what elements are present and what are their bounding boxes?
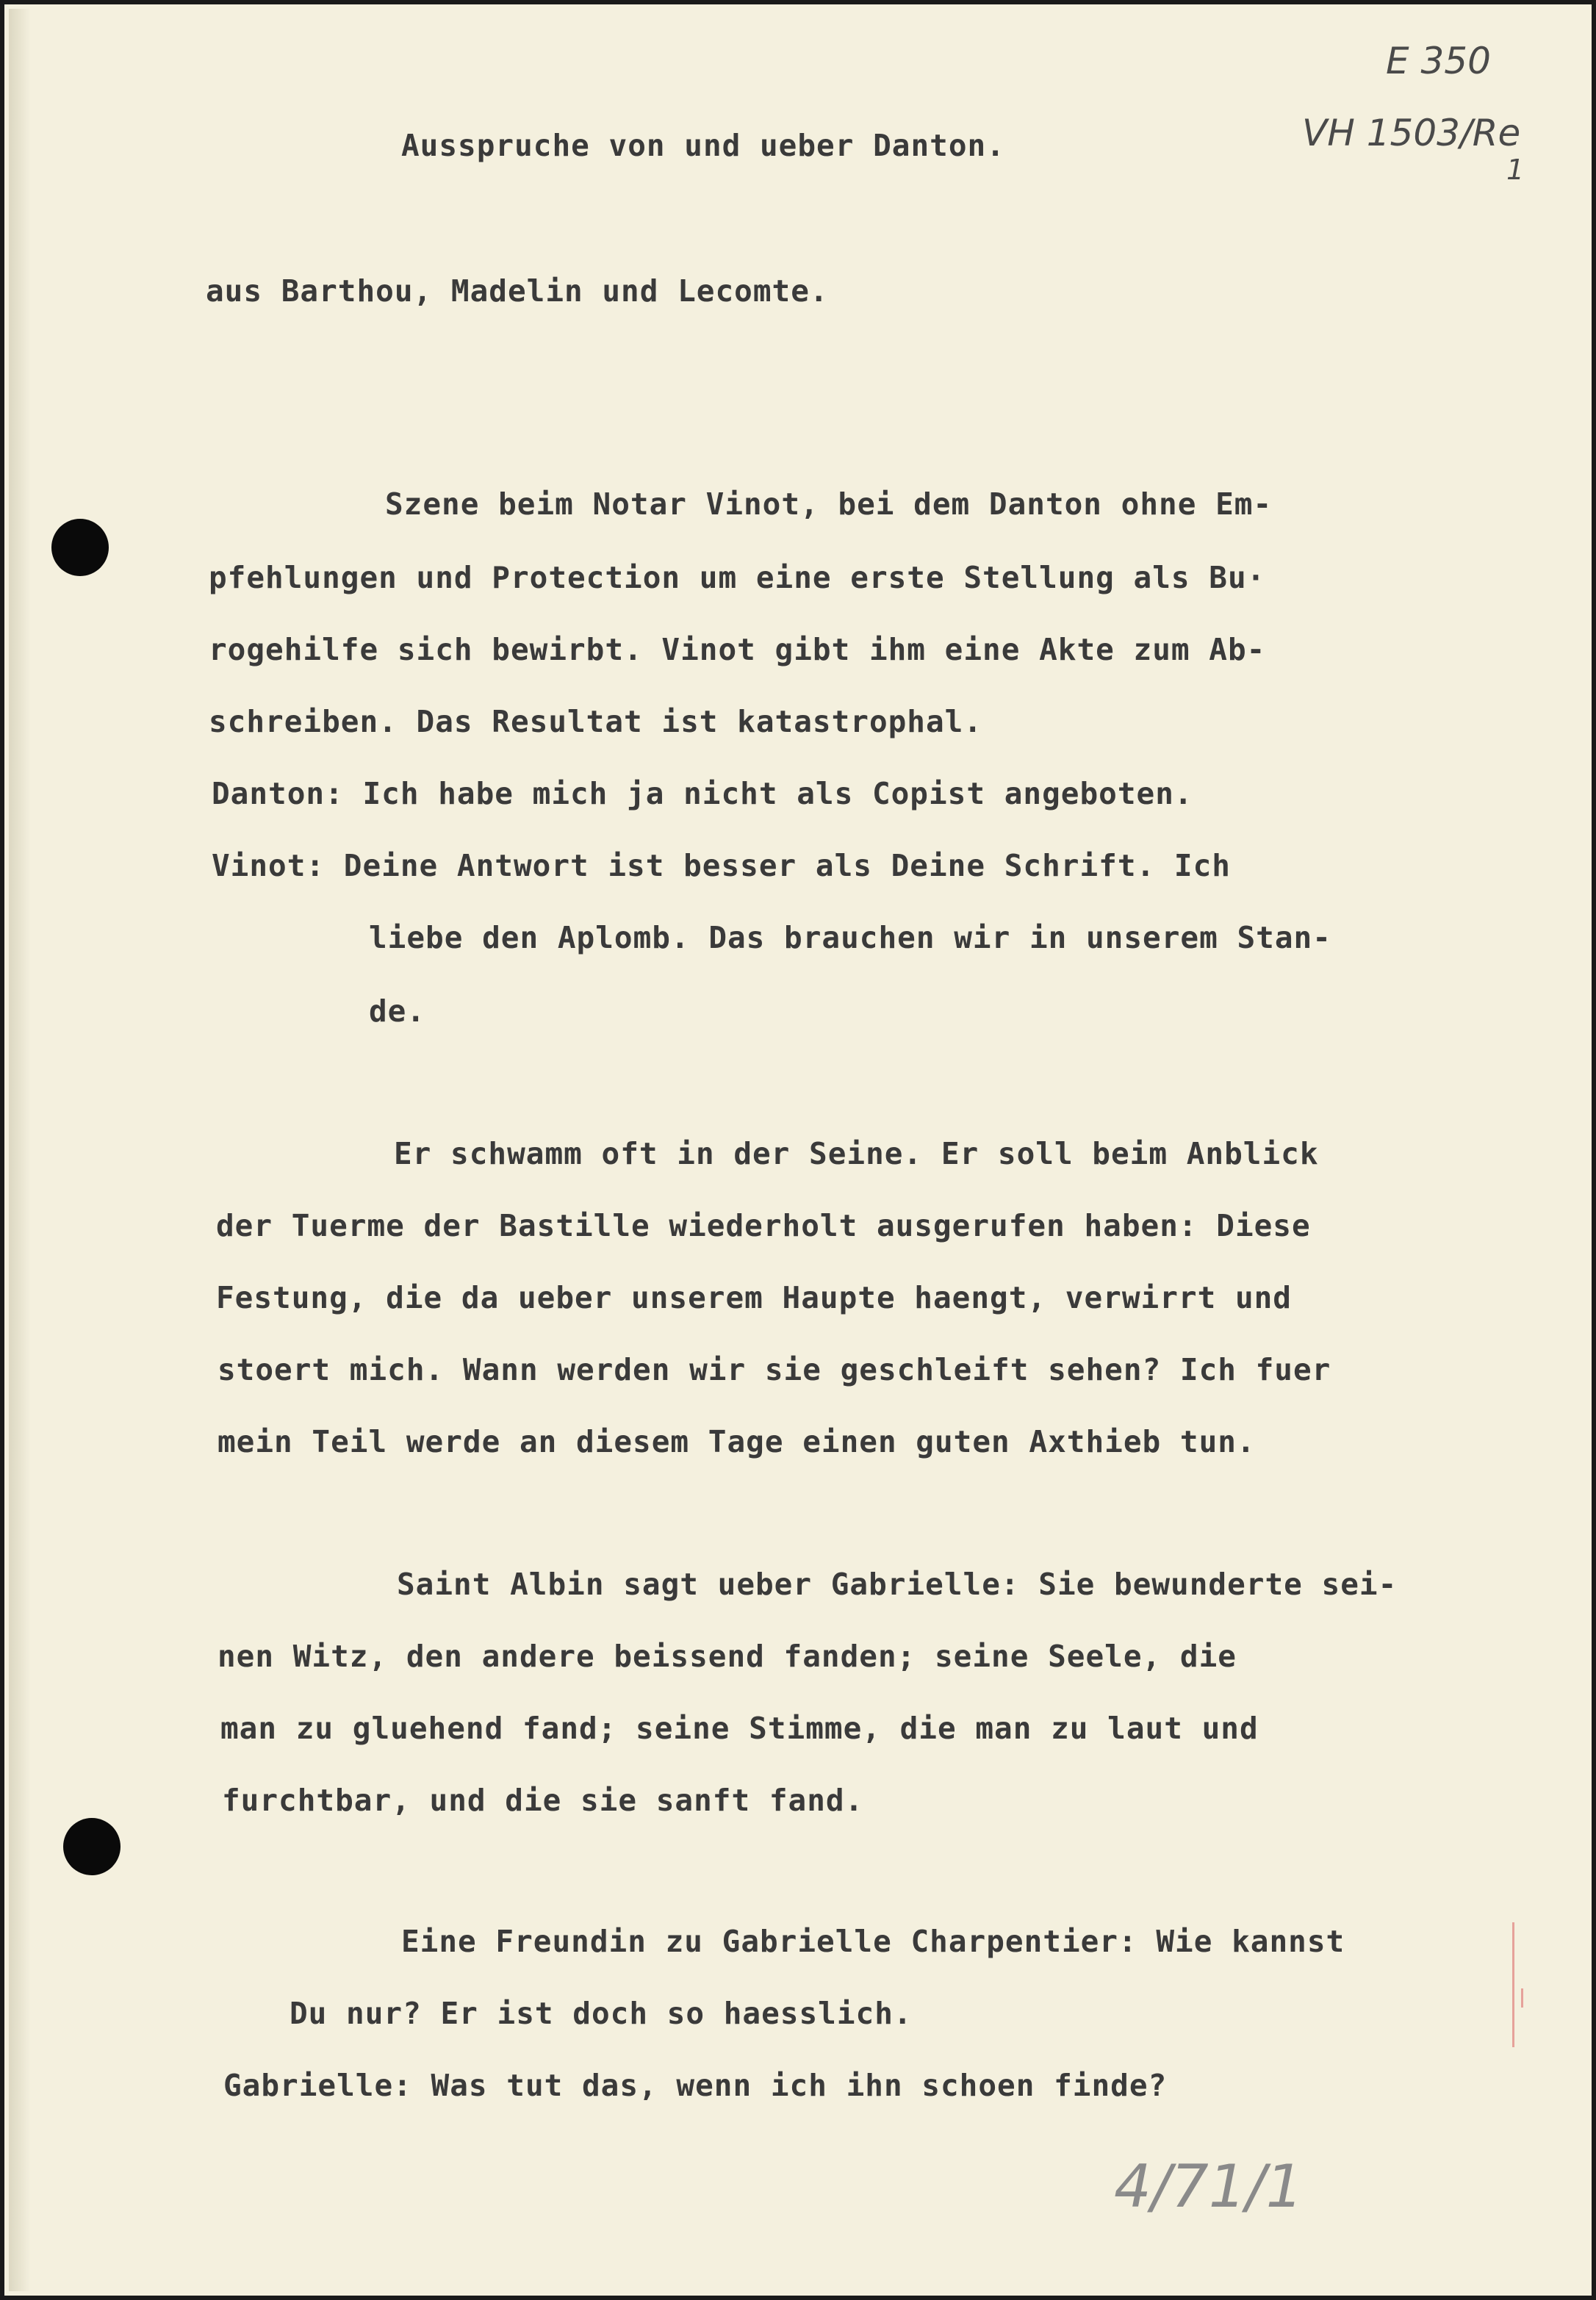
text-line: Festung, die da ueber unserem Haupte haengt, verwirrt und (216, 1280, 1292, 1315)
text-line: Du nur? Er ist doch so haesslich. (290, 1996, 913, 2031)
document-title: Ausspruche von und ueber Danton. (401, 128, 1005, 163)
punch-hole-bottom (63, 1818, 121, 1875)
text-line: de. (369, 993, 426, 1029)
text-line: stoert mich. Wann werden wir sie geschleift sehen? Ich fuer (218, 1352, 1331, 1387)
sources-line: aus Barthou, Madelin und Lecomte. (206, 273, 829, 309)
page-edge-shadow (9, 9, 31, 2291)
margin-mark (1512, 1922, 1514, 2047)
text-line: rogehilfe sich bewirbt. Vinot gibt ihm eine Akte zum Ab- (209, 632, 1266, 667)
archive-reference: VH 1503/Re (1302, 112, 1521, 154)
text-line: der Tuerme der Bastille wiederholt ausgerufen haben: Diese (216, 1208, 1311, 1243)
archive-code: E 350 (1386, 40, 1491, 82)
archive-reference-sub: 1 (1506, 154, 1525, 186)
text-line: furchtbar, und die sie sanft fand. (222, 1783, 864, 1818)
text-line: schreiben. Das Resultat ist katastrophal. (209, 704, 983, 739)
text-line: Saint Albin sagt ueber Gabrielle: Sie bewunderte sei- (397, 1567, 1398, 1602)
page-number: 4/71/1 (1114, 2152, 1304, 2221)
text-line: Er schwamm oft in der Seine. Er soll beim Anblick (394, 1136, 1319, 1171)
text-line: mein Teil werde an diesem Tage einen guten Axthieb tun. (218, 1424, 1256, 1459)
dialogue-line: Gabrielle: Was tut das, wenn ich ihn schoen finde? (223, 2068, 1168, 2103)
punch-hole-top (51, 519, 109, 576)
text-line: liebe den Aplomb. Das brauchen wir in unserem Stan- (369, 920, 1331, 955)
text-line: man zu gluehend fand; seine Stimme, die man zu laut und (220, 1711, 1259, 1746)
margin-tick (1521, 1988, 1523, 2008)
dialogue-line: Vinot: Deine Antwort ist besser als Deine Schrift. Ich (212, 848, 1231, 883)
text-line: Szene beim Notar Vinot, bei dem Danton ohne Em- (385, 486, 1273, 522)
text-line: pfehlungen und Protection um eine erste Stellung als Bu· (209, 560, 1266, 595)
text-line: Eine Freundin zu Gabrielle Charpentier: Wie kannst (401, 1924, 1345, 1959)
text-line: nen Witz, den andere beissend fanden; seine Seele, die (218, 1639, 1237, 1674)
dialogue-line: Danton: Ich habe mich ja nicht als Copist angeboten. (212, 776, 1193, 811)
